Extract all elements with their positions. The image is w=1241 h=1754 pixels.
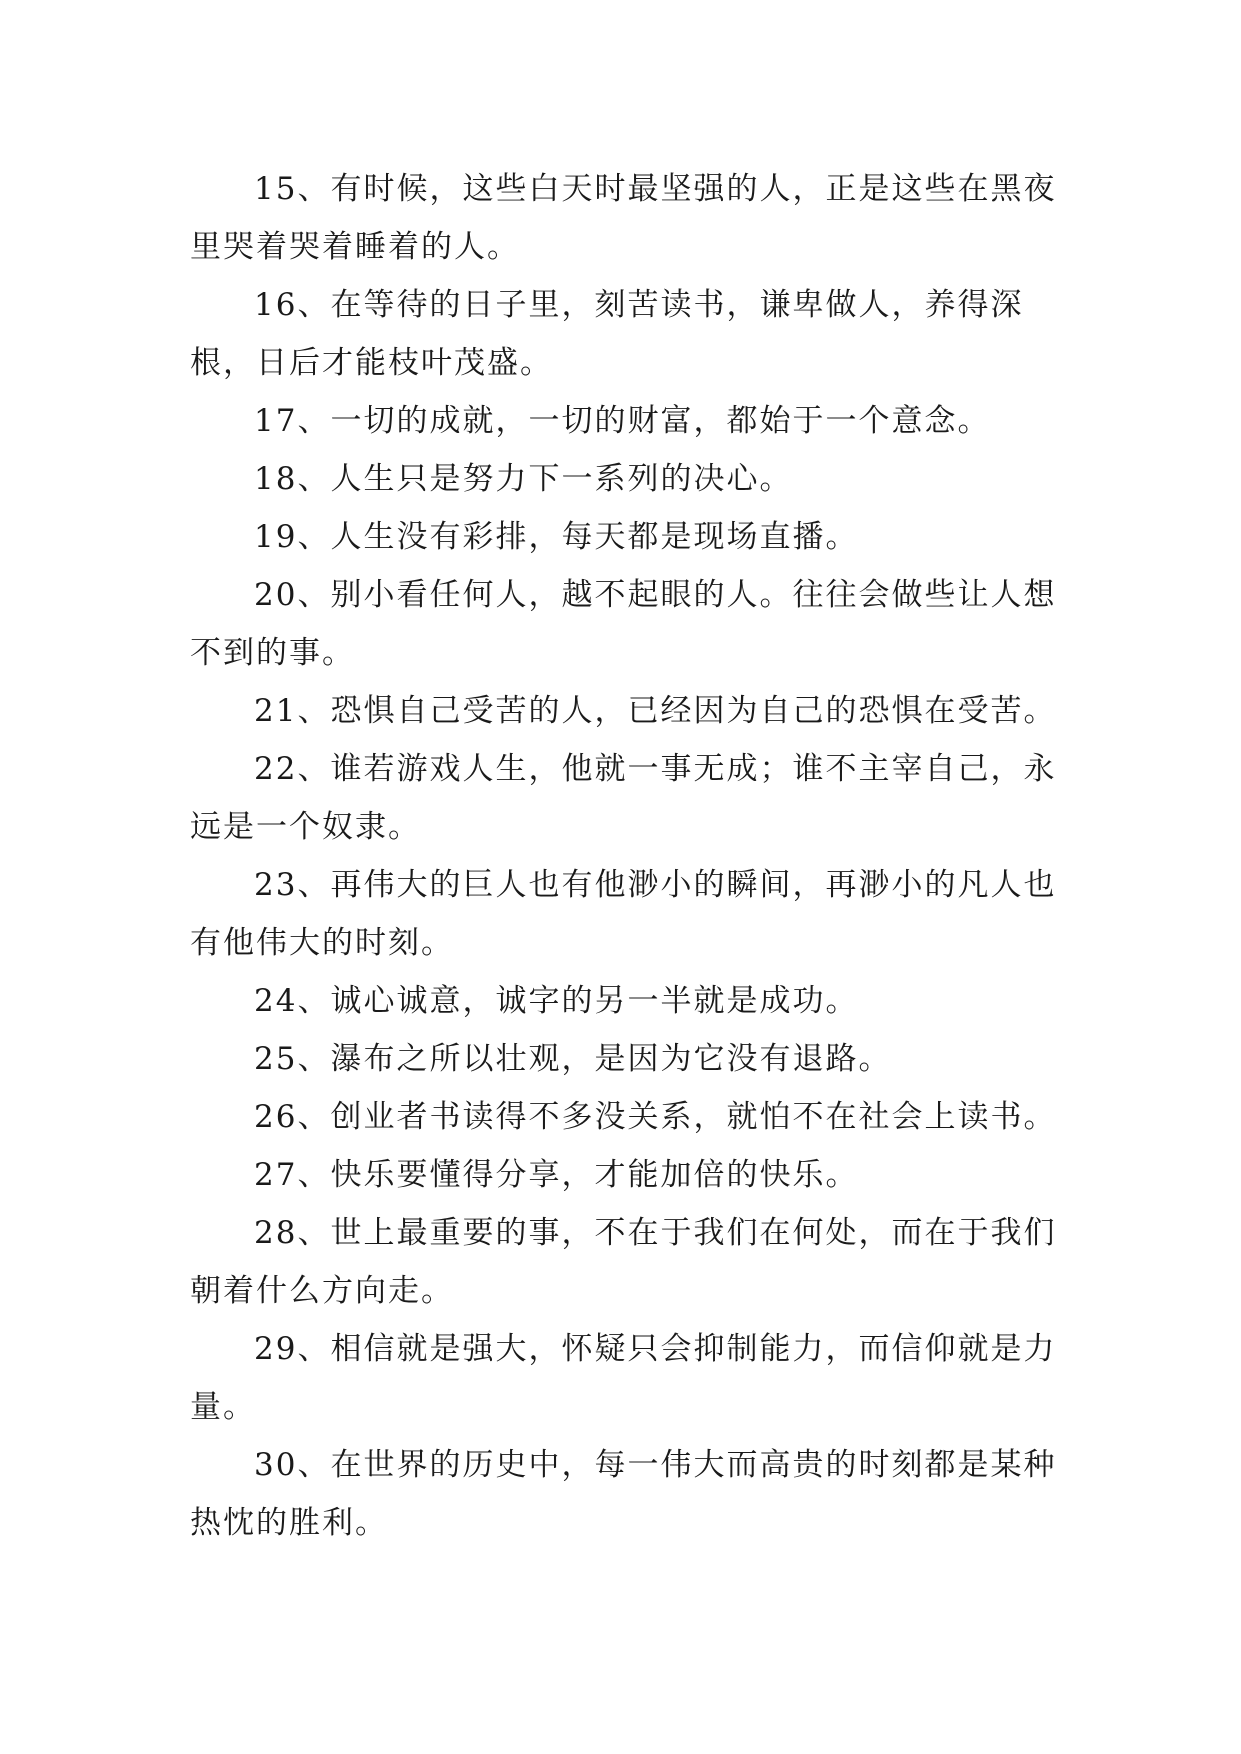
paragraph-20: 20、别小看任何人，越不起眼的人。往往会做些让人想不到的事。 [190, 577, 1057, 671]
paragraph-17: 17、一切的成就，一切的财富，都始于一个意念。 [254, 403, 991, 439]
document-body [190, 160, 1070, 1552]
paragraph-30: 30、在世界的历史中，每一伟大而高贵的时刻都是某种热忱的胜利。 [190, 1447, 1057, 1541]
paragraph-23: 23、再伟大的巨人也有他渺小的瞬间，再渺小的凡人也有他伟大的时刻。 [190, 867, 1057, 961]
paragraph-29: 29、相信就是强大，怀疑只会抑制能力，而信仰就是力量。 [190, 1331, 1057, 1425]
paragraph-25: 25、瀑布之所以壮观，是因为它没有退路。 [254, 1041, 892, 1077]
paragraph-26: 26、创业者书读得不多没关系，就怕不在社会上读书。 [254, 1099, 1057, 1135]
paragraph-22: 22、谁若游戏人生，他就一事无成；谁不主宰自己，永远是一个奴隶。 [190, 751, 1057, 845]
paragraph-24: 24、诚心诚意，诚字的另一半就是成功。 [254, 983, 859, 1019]
paragraph-18: 18、人生只是努力下一系列的决心。 [254, 461, 793, 497]
paragraph-16: 16、在等待的日子里，刻苦读书，谦卑做人，养得深根，日后才能枝叶茂盛。 [190, 287, 1024, 381]
paragraph-28: 28、世上最重要的事，不在于我们在何处，而在于我们朝着什么方向走。 [190, 1215, 1057, 1309]
paragraph-21: 21、恐惧自己受苦的人，已经因为自己的恐惧在受苦。 [254, 693, 1057, 729]
paragraph-27: 27、快乐要懂得分享，才能加倍的快乐。 [254, 1157, 859, 1193]
paragraph-15: 15、有时候，这些白天时最坚强的人，正是这些在黑夜里哭着哭着睡着的人。 [190, 171, 1057, 265]
paragraph-19: 19、人生没有彩排，每天都是现场直播。 [254, 519, 859, 555]
